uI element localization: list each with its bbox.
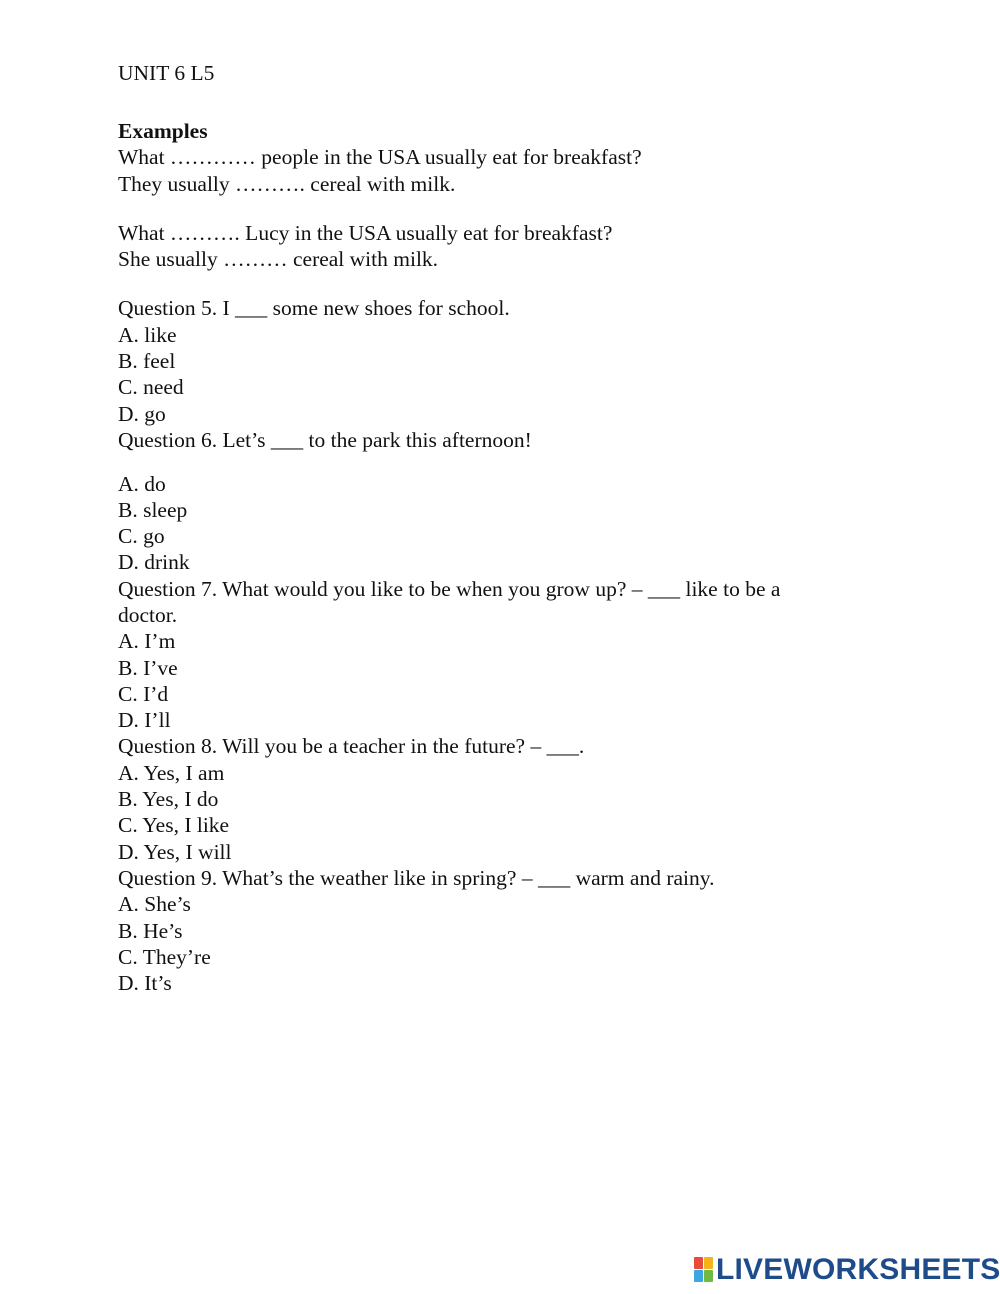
logo-brand-text: LIVEWORKSHEETS (716, 1253, 1000, 1286)
question-option: C. They’re (118, 945, 211, 969)
question-option: B. Yes, I do (118, 787, 219, 811)
question-8-text: Question 8. Will you be a teacher in the future? – ___. (118, 734, 585, 758)
question-option: A. Yes, I am (118, 761, 225, 785)
question-option: C. need (118, 375, 184, 399)
question-option: B. I’ve (118, 656, 178, 680)
question-option: A. She’s (118, 892, 191, 916)
example-line: What ………… people in the USA usually eat for breakfast? (118, 145, 642, 169)
question-option: D. It’s (118, 971, 172, 995)
question-7-text: Question 7. What would you like to be when you grow up? – ___ like to be a (118, 577, 781, 601)
question-option: D. Yes, I will (118, 840, 232, 864)
question-option: C. I’d (118, 682, 169, 706)
question-option: C. go (118, 524, 165, 548)
question-option: B. He’s (118, 919, 183, 943)
example-line: She usually ……… cereal with milk. (118, 247, 439, 271)
unit-title: UNIT 6 L5 (118, 61, 215, 85)
question-option: B. sleep (118, 498, 188, 522)
question-option: A. like (118, 323, 177, 347)
example-line: What ………. Lucy in the USA usually eat for breakfast? (118, 221, 613, 245)
question-option: D. go (118, 402, 166, 426)
question-5-text: Question 5. I ___ some new shoes for school. (118, 296, 510, 320)
question-option: D. drink (118, 550, 190, 574)
question-option: C. Yes, I like (118, 813, 230, 837)
question-6-text: Question 6. Let’s ___ to the park this afternoon! (118, 428, 532, 452)
question-option: D. I’ll (118, 708, 171, 732)
liveworksheets-logo-icon (694, 1257, 714, 1283)
example-line: They usually ………. cereal with milk. (118, 172, 456, 196)
question-9-text: Question 9. What’s the weather like in spring? – ___ warm and rainy. (118, 866, 715, 890)
question-option: B. feel (118, 349, 176, 373)
question-7-text-continued: doctor. (118, 603, 178, 627)
question-option: A. do (118, 472, 166, 496)
liveworksheets-logo (694, 1253, 1000, 1287)
question-option: A. I’m (118, 629, 176, 653)
examples-heading: Examples (118, 119, 208, 143)
